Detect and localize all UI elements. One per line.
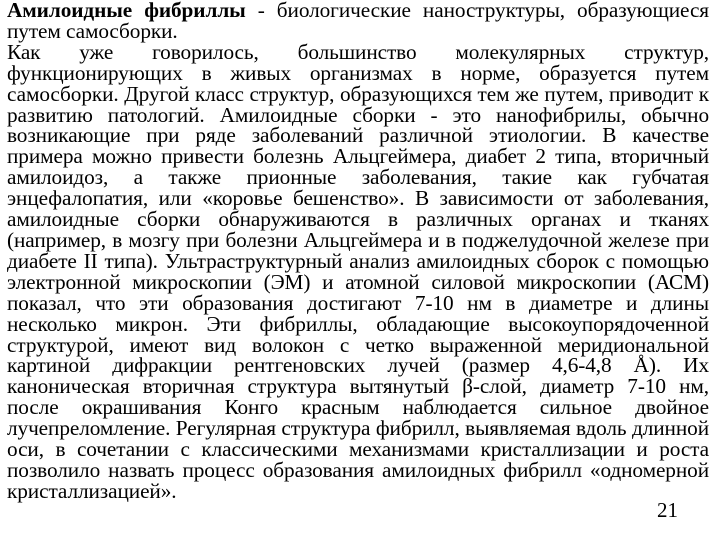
document-text <box>7 0 709 502</box>
document-paragraph <box>7 0 709 42</box>
document-body: Как уже говорилось, большинство молекулярных структур, функционирующих в живых организмах в норме, образуется путем самосборки. Другой класс структур, образующихся тем же путем, приводит к развитию патологий. Амилоидные сборки - это нанофибрилы, обычно возникающие при ряде заболеваний различной этиологии. В качестве примера можно привести болезнь Альцгеймера, диабет 2 типа, вторичный амилоидоз, а также прионные заболевания, такие как губчатая энцефалопатия, или «коровье бешенство». В зависимости от заболевания, амилоидные сборки обнаруживаются в различных органах и тканях (например, в мозгу при болезни Альцгеймера и в поджелудочной железе при диабете II типа). Ультраструктурный анализ амилоидных сборок с помощью электронной микроскопии (ЭМ) и атомной силовой микроскопии (АСМ) показал, что эти образования достигают 7-10 нм в диаметре и длины несколько микрон. Эти фибриллы, обладающие высокоупорядоченной структурой, имеют вид волокон с четко выраженной меридиональной картиной дифракции рентгеновских лучей (размер 4,6-4,8 Å). Их каноническая вторичная структура вытянутый β-слой, диаметр 7-10 нм, после окрашивания Конго красным наблюдается сильное двойное лучепреломление. Регулярная структура фибрилл, выявляемая вдоль длинной оси, в сочетании с классическими механизмами кристаллизации и роста позволило назвать процесс образования амилоидных фибрилл «одномерной кристаллизацией». <box>7 39 709 503</box>
term-definition: - биологические наноструктуры, образующиеся путем самосборки. <box>7 0 709 43</box>
term-heading: Амилоидные фибриллы <box>7 0 246 22</box>
page-number: 21 <box>657 498 678 522</box>
